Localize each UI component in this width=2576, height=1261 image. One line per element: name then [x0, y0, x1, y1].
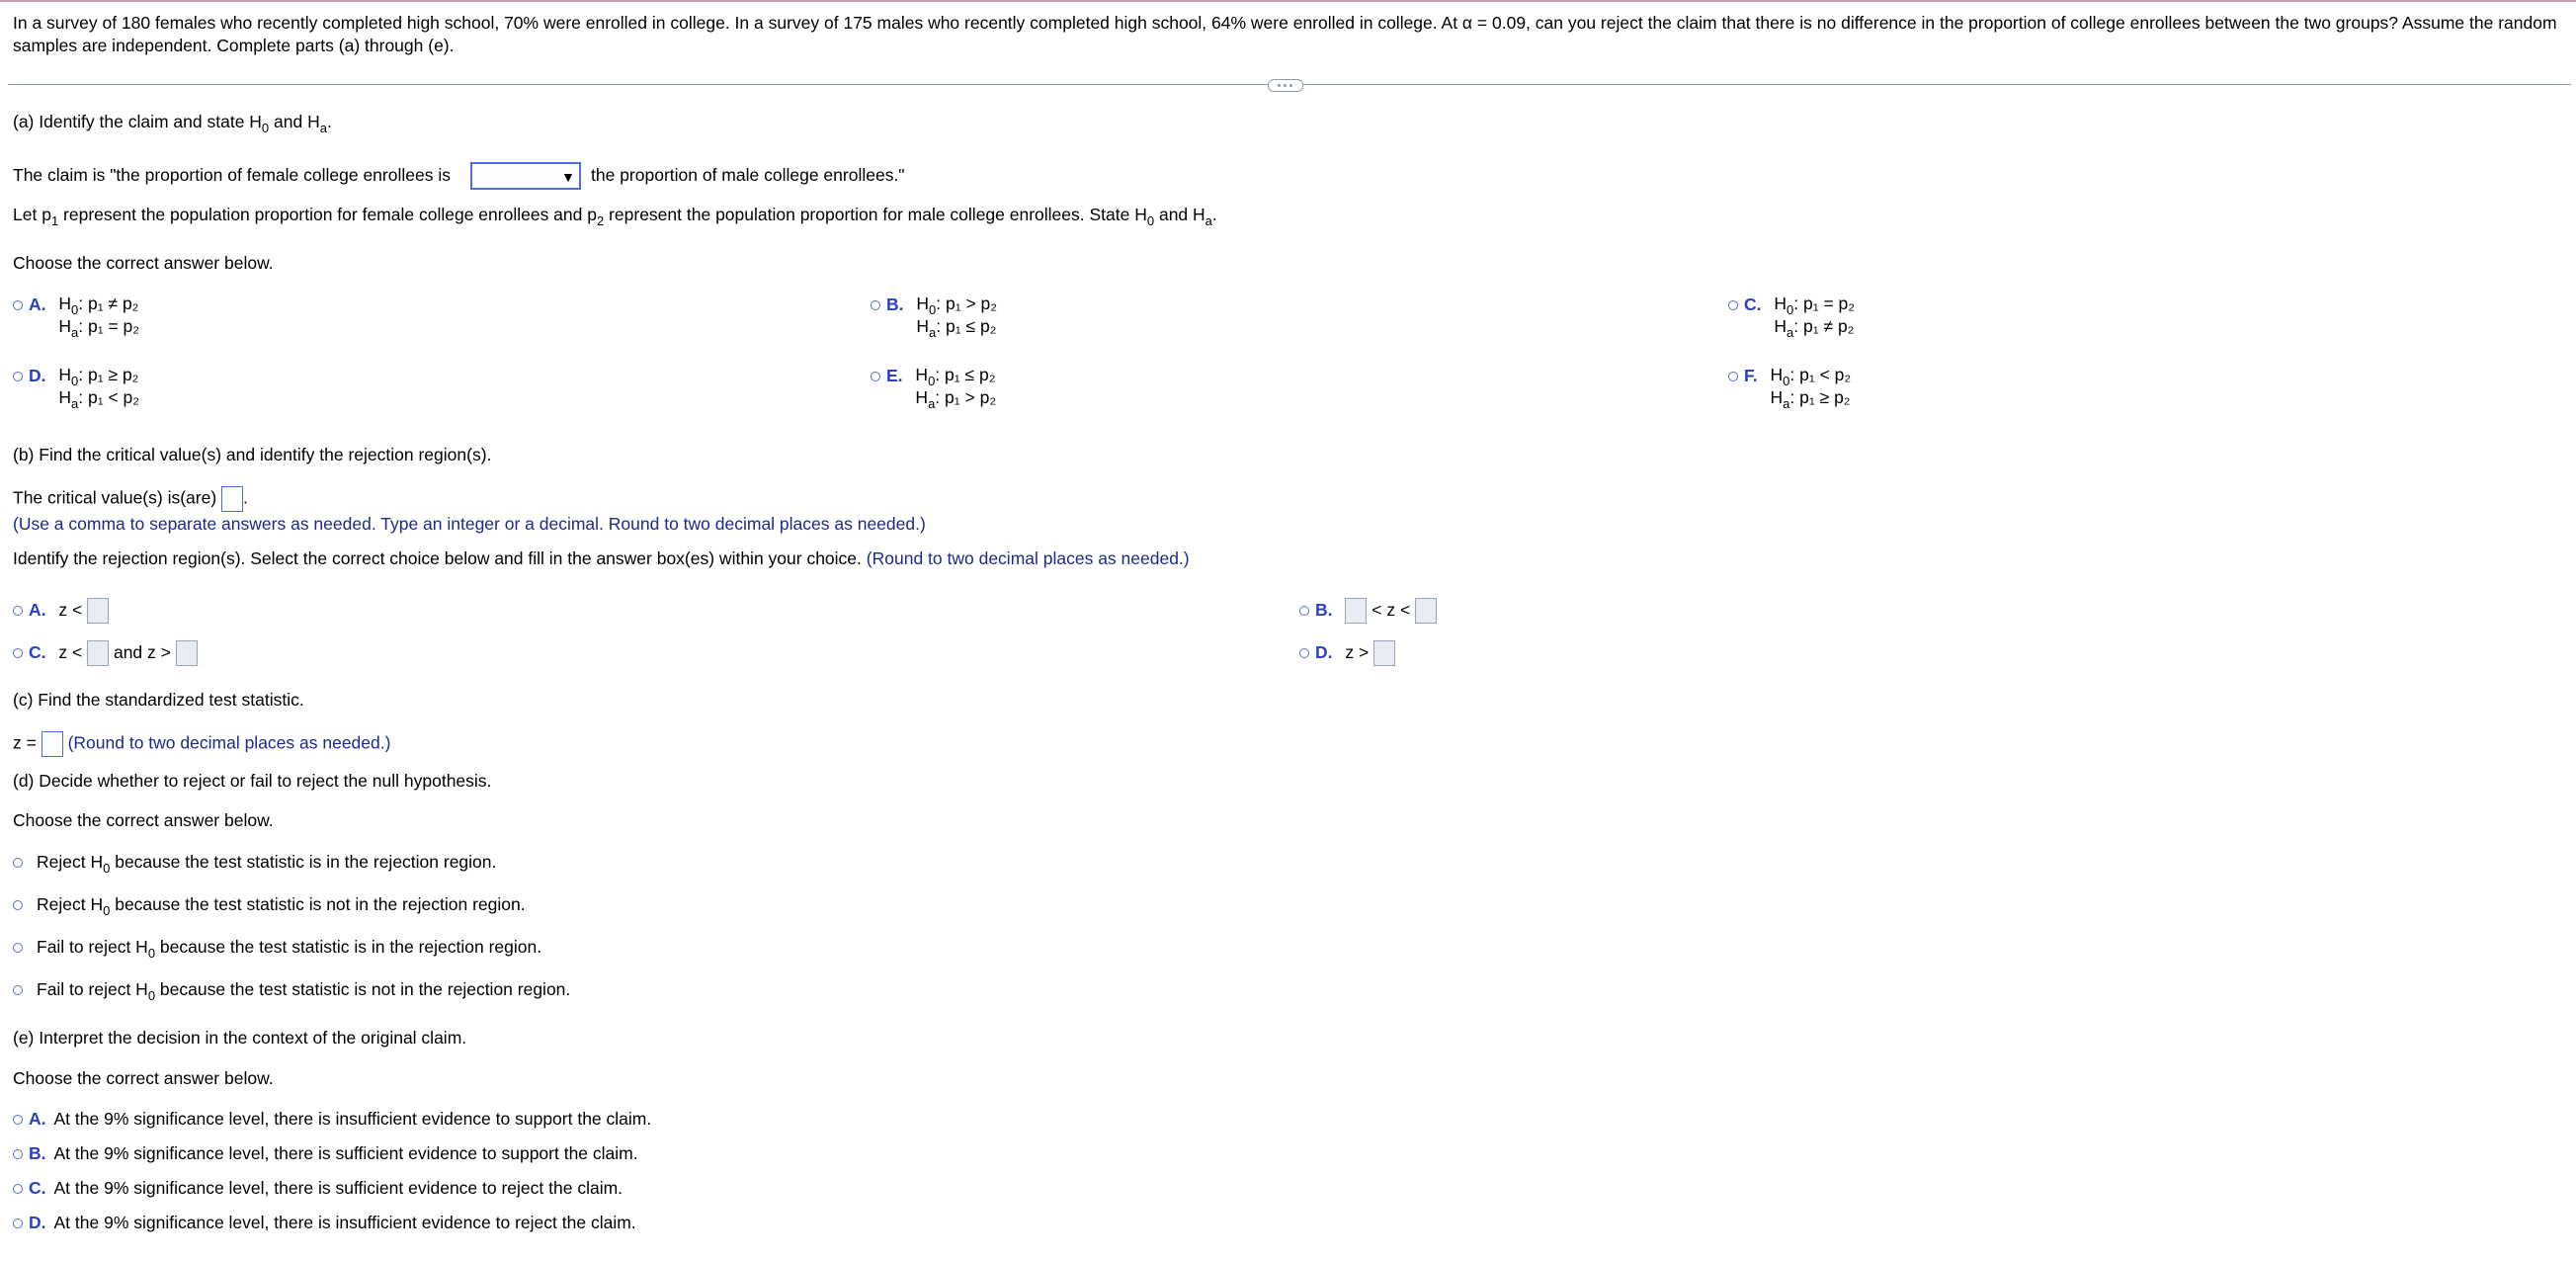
part-b-heading: (b) Find the critical value(s) and identify the rejection region(s). — [13, 445, 492, 464]
part-d-heading: (d) Decide whether to reject or fail to reject the null hypothesis. — [13, 771, 492, 791]
let-statement: Let $p_1$ represent the population proportion for female college enrollees and $p_2$ represent the population proportion for male college enrollees. State $H_0$ and $H_a$. — [13, 205, 1217, 228]
hyp-option-a[interactable]: A. $H_0$: p₁ ≠ p₂ $H_a$: p₁ = p₂ — [13, 293, 139, 338]
radio-a[interactable] — [13, 300, 23, 310]
hyp-option-f[interactable]: F. $H_0$: p₁ < p₂ $H_a$: p₁ ≥ p₂ — [1728, 364, 1851, 409]
decision-option-3[interactable]: Fail to reject $H_0$ because the test statistic is in the rejection region. — [13, 935, 541, 959]
region-c-input-high[interactable] — [176, 640, 198, 666]
region-radio-d[interactable] — [1299, 648, 1309, 658]
hyp-option-c[interactable]: C. $H_0$: p₁ = p₂ $H_a$: p₁ ≠ p₂ — [1728, 293, 1855, 338]
part-d-choose: Choose the correct answer below. — [13, 810, 274, 830]
interpret-radio-c[interactable] — [13, 1184, 23, 1194]
region-radio-b[interactable] — [1299, 606, 1309, 616]
interpret-radio-a[interactable] — [13, 1115, 23, 1125]
part-c-heading: (c) Find the standardized test statistic. — [13, 690, 304, 710]
hyp-option-b[interactable]: B. $H_0$: p₁ > p₂ $H_a$: p₁ ≤ p₂ — [871, 293, 997, 338]
decision-radio-1[interactable] — [13, 858, 23, 868]
interpret-option-b[interactable]: B. At the 9% significance level, there is sufficient evidence to support the claim. — [13, 1141, 638, 1165]
region-b-input-high[interactable] — [1415, 598, 1437, 624]
hyp-option-e[interactable]: E. $H_0$: p₁ ≤ p₂ $H_a$: p₁ > p₂ — [871, 364, 996, 409]
problem-statement: In a survey of 180 females who recently completed high school, 70% were enrolled in college. In a survey of 175 males who recently completed high school, 64% were enrolled in college. At α = 0.09, can you reject the claim that there is no difference in the proportion of college enrollees between the two groups? Assume the random samples are independent. Complete parts (a) through (e). — [13, 13, 2557, 55]
region-a-input[interactable] — [87, 598, 109, 624]
z-row: z = (Round to two decimal places as needed.) — [13, 731, 390, 757]
region-option-c[interactable]: C. z < and z > — [13, 640, 198, 666]
region-option-b[interactable]: B. < z < — [1299, 598, 1437, 624]
radio-f[interactable] — [1728, 372, 1738, 381]
dropdown-arrow-icon: ▼ — [561, 169, 575, 185]
critical-hint: (Use a comma to separate answers as needed. Type an integer or a decimal. Round to two decimal places as needed.) — [13, 514, 926, 534]
radio-c[interactable] — [1728, 300, 1738, 310]
collapse-handle[interactable] — [1268, 79, 1303, 92]
radio-b[interactable] — [871, 300, 880, 310]
claim-prefix: The claim is "the proportion of female college enrollees is — [13, 165, 451, 185]
z-input[interactable] — [42, 731, 63, 757]
part-e-heading: (e) Interpret the decision in the context of the original claim. — [13, 1028, 467, 1048]
region-c-input-low[interactable] — [87, 640, 109, 666]
decision-option-2[interactable]: Reject $H_0$ because the test statistic is not in the rejection region. — [13, 892, 526, 916]
critical-value-input[interactable] — [221, 486, 243, 512]
decision-radio-2[interactable] — [13, 900, 23, 910]
claim-suffix: the proportion of male college enrollees." — [591, 165, 905, 185]
critical-value-row: The critical value(s) is(are) . — [13, 486, 248, 512]
decision-option-4[interactable]: Fail to reject $H_0$ because the test statistic is not in the rejection region. — [13, 977, 570, 1001]
radio-e[interactable] — [871, 372, 880, 381]
decision-radio-3[interactable] — [13, 943, 23, 953]
part-e-choose: Choose the correct answer below. — [13, 1068, 274, 1088]
interpret-radio-d[interactable] — [13, 1219, 23, 1228]
radio-d[interactable] — [13, 372, 23, 381]
region-radio-c[interactable] — [13, 648, 23, 658]
interpret-option-d[interactable]: D. At the 9% significance level, there is insufficient evidence to reject the claim. — [13, 1211, 636, 1234]
interpret-option-c[interactable]: C. At the 9% significance level, there is sufficient evidence to reject the claim. — [13, 1176, 623, 1200]
interpret-radio-b[interactable] — [13, 1149, 23, 1159]
interpret-option-a[interactable]: A. At the 9% significance level, there is insufficient evidence to support the claim. — [13, 1107, 651, 1131]
part-a-choose: Choose the correct answer below. — [13, 253, 274, 273]
top-border — [0, 0, 2576, 2]
region-d-input[interactable] — [1373, 640, 1395, 666]
region-option-a[interactable]: A. z < — [13, 598, 109, 624]
claim-dropdown[interactable] — [470, 162, 581, 190]
region-radio-a[interactable] — [13, 606, 23, 616]
decision-option-1[interactable]: Reject $H_0$ because the test statistic is in the rejection region. — [13, 850, 496, 874]
hyp-option-d[interactable]: D. $H_0$: p₁ ≥ p₂ $H_a$: p₁ < p₂ — [13, 364, 139, 409]
region-prompt: Identify the rejection region(s). Select the correct choice below and fill in the answer box(es) within your choice. (Round to two decimal places as needed.) — [13, 548, 1190, 568]
region-b-input-low[interactable] — [1345, 598, 1367, 624]
decision-radio-4[interactable] — [13, 985, 23, 995]
region-option-d[interactable]: D. z > — [1299, 640, 1395, 666]
part-a-heading: (a) Identify the claim and state $H_0$ and $H_a$. — [13, 112, 332, 135]
